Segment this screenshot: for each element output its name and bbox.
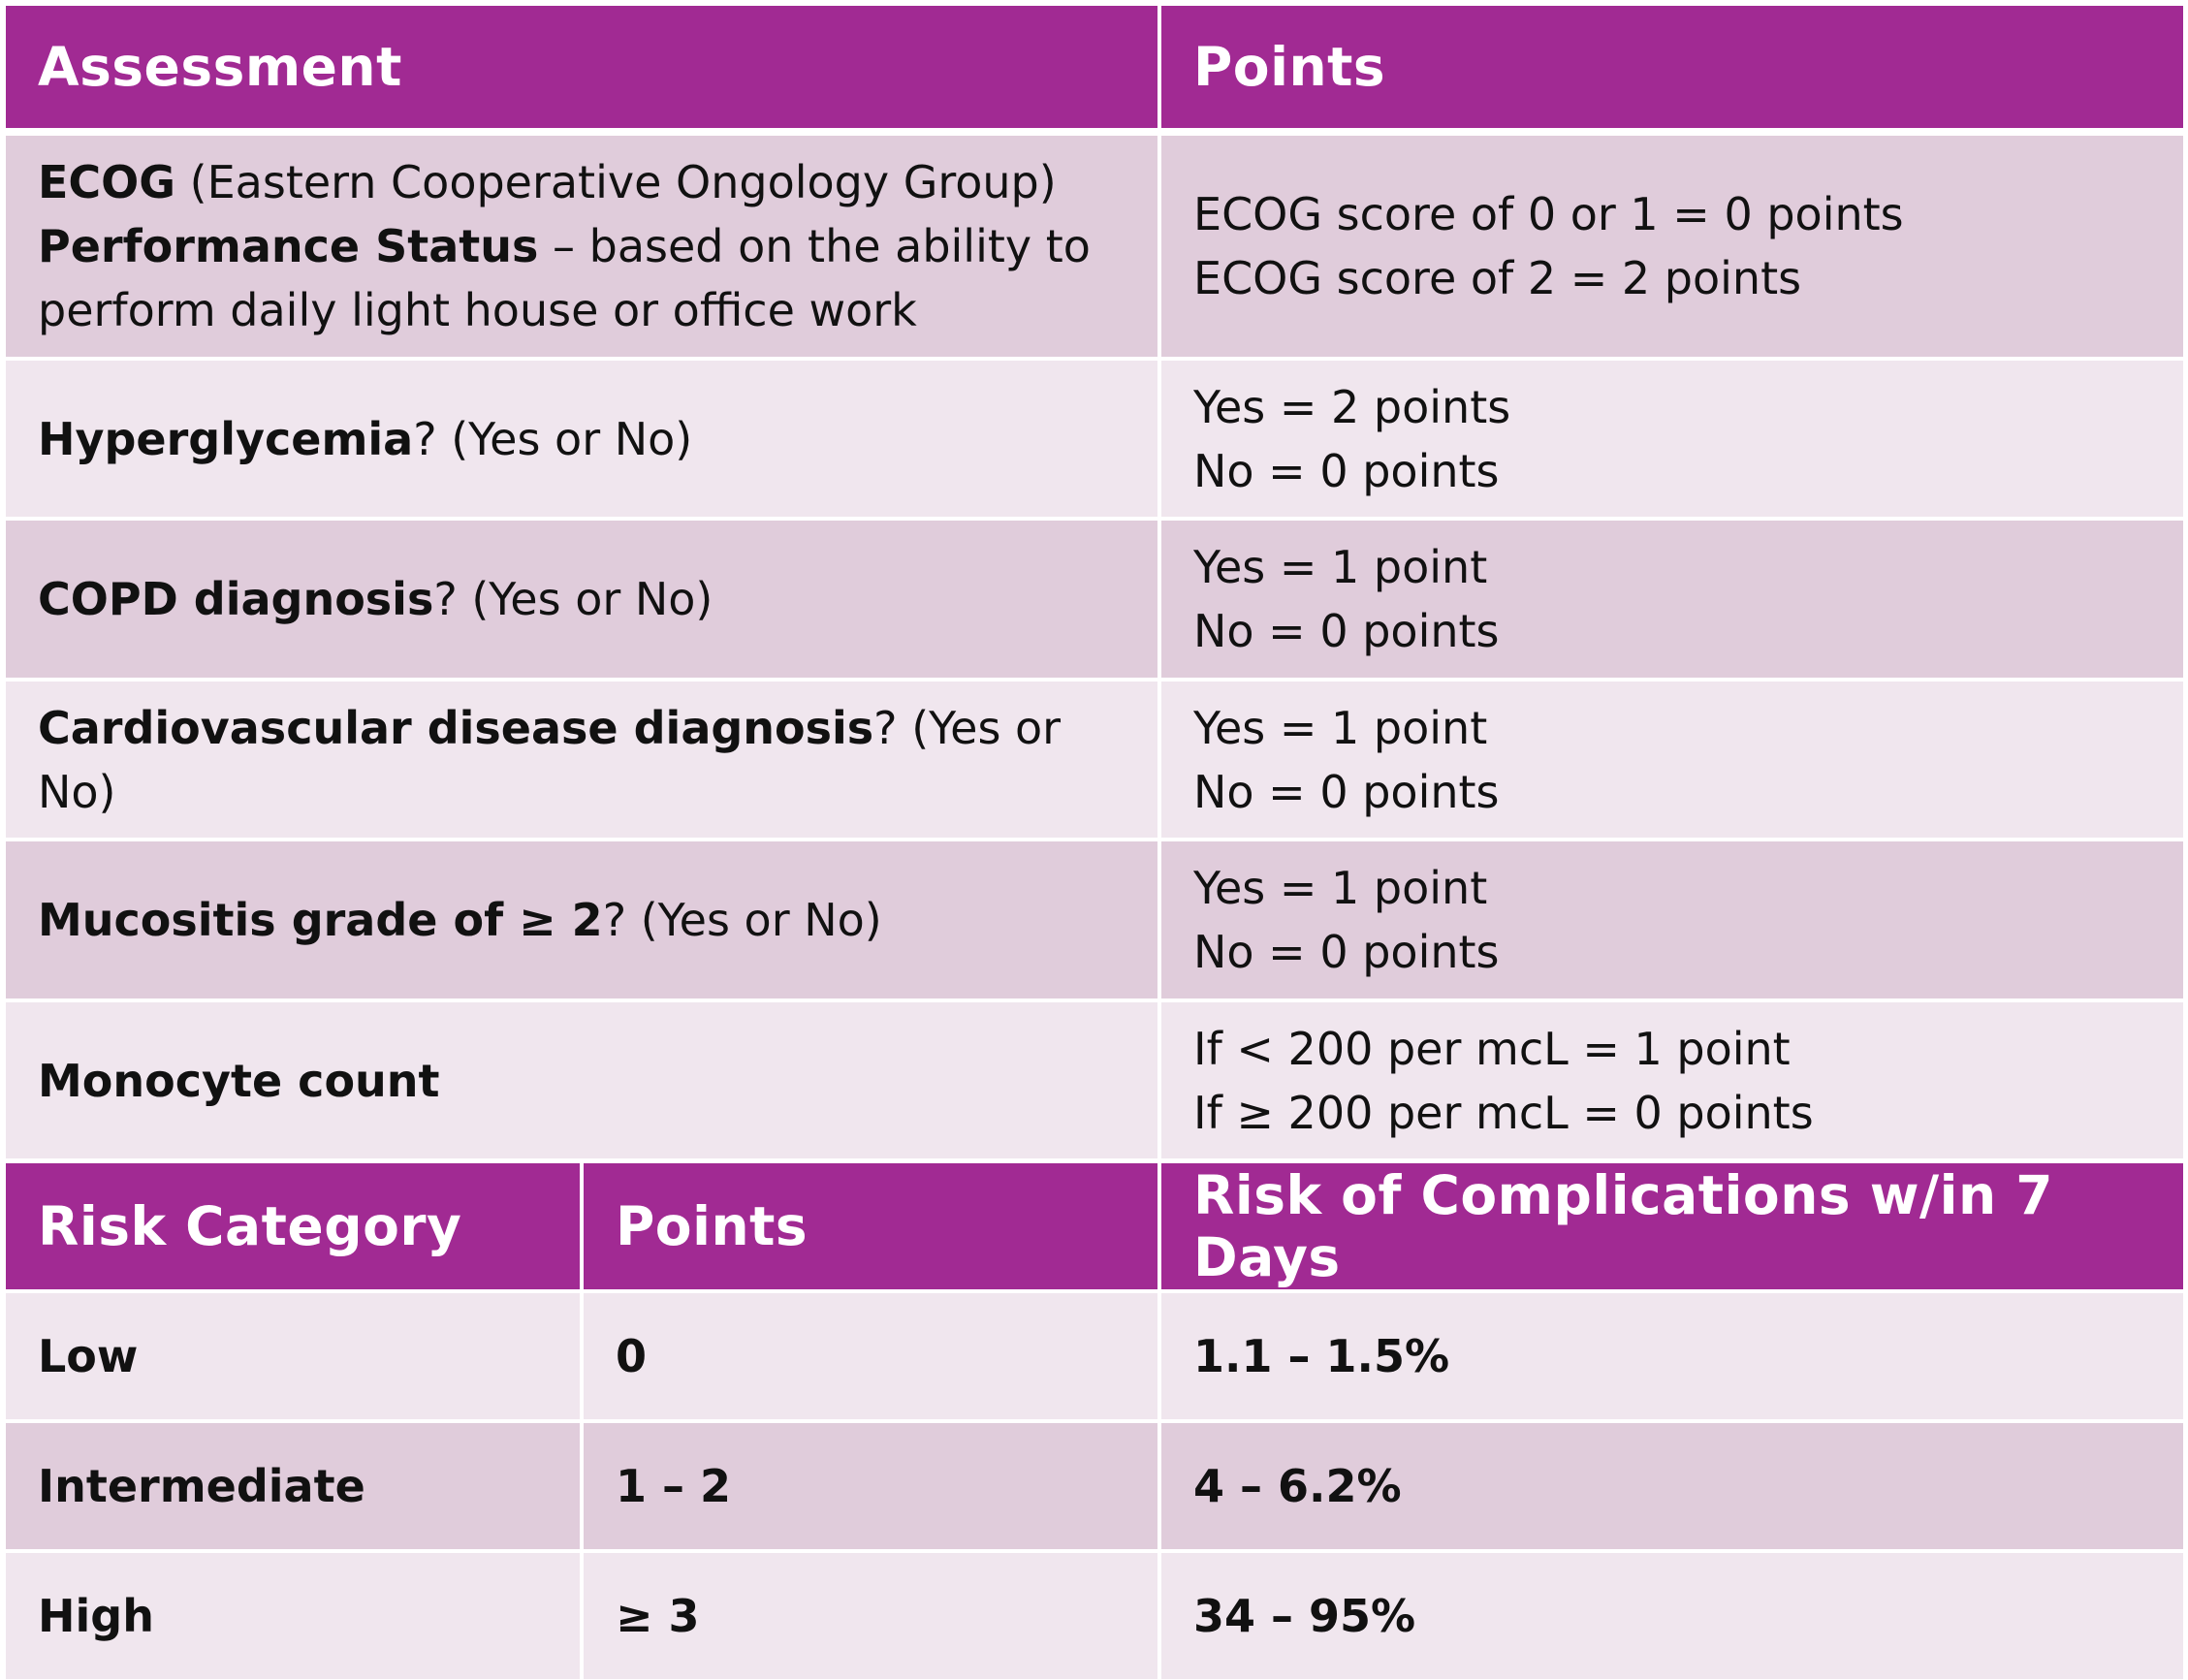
header-risk-category: Risk Category [6, 1163, 580, 1289]
risk-percent-cell: 1.1 – 1.5% [1161, 1293, 2183, 1419]
assessment-cell [6, 136, 1157, 357]
points-line: Yes = 2 points [1193, 380, 1511, 433]
assessment-text: (Eastern Cooperative Ongology Group) [175, 156, 1057, 208]
points-line: Yes = 1 point [1193, 862, 1488, 914]
assessment-cell [6, 682, 1157, 838]
assessment-line [38, 278, 1138, 342]
assessment-line [38, 696, 1138, 760]
assessment-text: ? (Yes or No) [433, 573, 713, 625]
assessment-term: COPD diagnosis [38, 573, 434, 625]
points-line: No = 0 points [1193, 765, 1500, 818]
assessment-text: No) [38, 765, 116, 818]
assessment-term: Mucositis grade of ≥ 2 [38, 894, 603, 946]
header-points: Points [1161, 6, 2183, 128]
assessment-cell [6, 521, 1157, 678]
points-line: Yes = 1 point [1193, 701, 1488, 754]
points-line: ECOG score of 2 = 2 points [1193, 252, 1802, 304]
assessment-cell [6, 1002, 1157, 1158]
header-assessment: Assessment [6, 6, 1157, 128]
header-points-range: Points [584, 1163, 1157, 1289]
assessment-line [38, 888, 1138, 952]
points-range-cell: 0 [584, 1293, 1157, 1419]
points-line: If < 200 per mcL = 1 point [1193, 1022, 1791, 1075]
points-range-cell: 1 – 2 [584, 1423, 1157, 1549]
points-line: Yes = 1 point [1193, 541, 1488, 593]
risk-category-cell: Intermediate [6, 1423, 580, 1549]
assessment-line [38, 1049, 1138, 1113]
assessment-text: – based on the ability to [538, 220, 1091, 272]
points-line: ECOG score of 0 or 1 = 0 points [1193, 188, 1904, 240]
assessment-text: ? (Yes or No) [413, 412, 693, 465]
assessment-term: Performance Status [38, 220, 539, 272]
assessment-line [38, 214, 1138, 278]
points-cell [1161, 1002, 2183, 1158]
points-cell [1161, 521, 2183, 678]
assessment-term: Monocyte count [38, 1054, 440, 1107]
points-range-cell: ≥ 3 [584, 1553, 1157, 1679]
points-line: If ≥ 200 per mcL = 0 points [1193, 1086, 1814, 1139]
points-line: No = 0 points [1193, 926, 1500, 978]
assessment-term: ECOG [38, 156, 176, 208]
risk-percent-cell: 4 – 6.2% [1161, 1423, 2183, 1549]
points-cell [1161, 361, 2183, 517]
assessment-cell [6, 361, 1157, 517]
points-cell [1161, 682, 2183, 838]
assessment-text: ? (Yes or No) [602, 894, 882, 946]
points-cell [1161, 136, 2183, 357]
assessment-line [38, 150, 1138, 214]
assessment-text: perform daily light house or office work [38, 284, 917, 336]
risk-category-cell: High [6, 1553, 580, 1679]
assessment-line [38, 760, 1138, 824]
points-line: No = 0 points [1193, 444, 1500, 497]
assessment-cell [6, 841, 1157, 998]
assessment-text: ? (Yes or [873, 701, 1062, 754]
risk-percent-cell: 34 – 95% [1161, 1553, 2183, 1679]
assessment-term: Cardiovascular disease diagnosis [38, 701, 874, 754]
assessment-line [38, 567, 1138, 631]
assessment-term: Hyperglycemia [38, 412, 414, 465]
assessment-line [38, 407, 1138, 471]
header-risk-of-complications: Risk of Complications w/in 7 Days [1161, 1163, 2183, 1289]
risk-category-cell: Low [6, 1293, 580, 1419]
points-line: No = 0 points [1193, 605, 1500, 657]
points-cell [1161, 841, 2183, 998]
